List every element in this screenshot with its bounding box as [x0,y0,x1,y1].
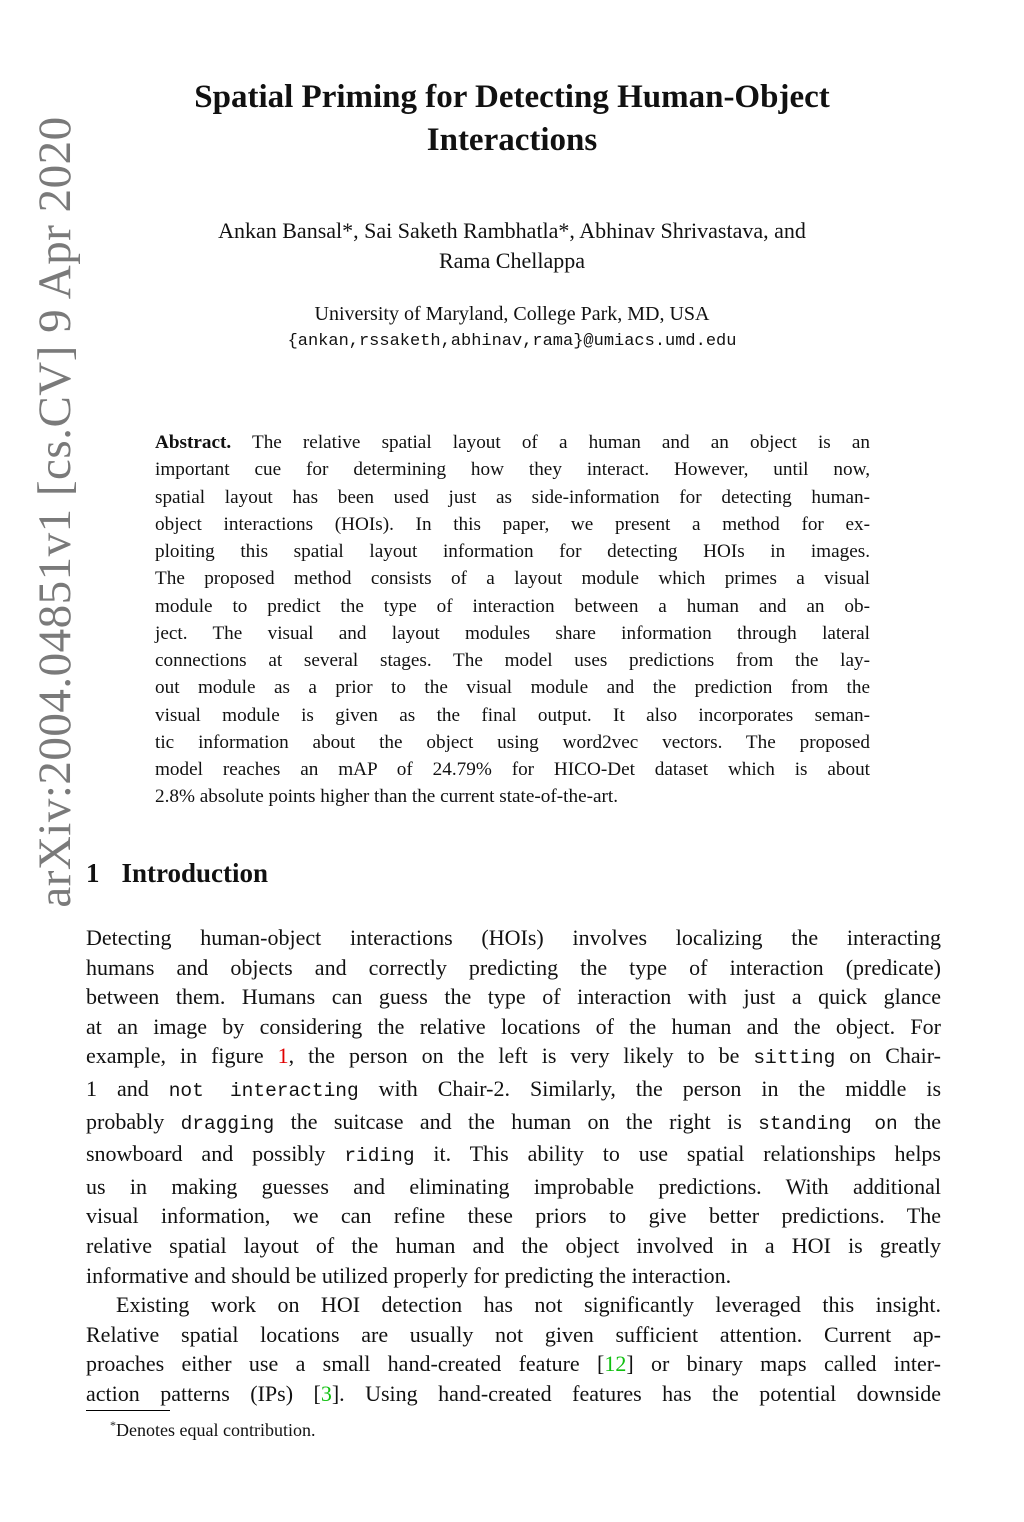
body-text: ] or binary maps called inter- [626,1351,942,1377]
body-text: between them. Humans can guess the type of interaction with just a quick glance [86,984,941,1010]
abstract-text: The proposed method consists of a layout module which primes a visual [155,568,870,590]
body-line [86,1012,941,1042]
abstract-line [155,647,870,674]
body-text: humans and objects and correctly predicting the type of interaction (predicate) [86,954,941,980]
abstract-line [155,565,870,592]
code-term: standing on [758,1112,898,1135]
body-text: us in making guesses and eliminating improbable predictions. With additional [86,1173,941,1199]
body-text: proaches either use a small hand-created feature [86,1351,597,1377]
citation-link[interactable]: 3 [320,1380,332,1406]
abstract-line [155,511,870,538]
body-line [86,1139,941,1172]
body-text: snowboard and possibly [86,1141,345,1167]
body-line [86,982,941,1012]
section-heading [86,858,268,889]
code-term: not interacting [168,1079,359,1102]
abstract-line [155,729,870,756]
abstract-line [155,429,870,456]
body-line [86,1107,941,1140]
body-text: at an image by considering the relative locations of the human and the object. For [86,1013,941,1039]
abstract-text: connections at several stages. The model uses predictions from the lay- [155,650,870,671]
body-line [86,1320,941,1350]
body-text: the suitcase and the human on the right is [274,1108,759,1134]
abstract-text: model reaches an mAP of 24.79% for HICO-Det dataset which is about [155,759,870,780]
abstract-text: The relative spatial layout of a human and an object is an [231,432,870,453]
title-line: Interactions [426,122,598,158]
abstract-line [155,484,870,511]
abstract-line [155,783,870,810]
body-text: visual information, we can refine these priors to give better predictions. The [86,1203,941,1229]
abstract-line [155,620,870,647]
section-number: 1 [86,858,100,888]
body-text: it. This ability to use spatial relationships helps [414,1141,941,1167]
abstract-text: 2.8% absolute points higher than the current state-of-the-art. [155,786,619,808]
code-term: dragging [180,1112,275,1135]
body-text: ]. Using hand-created features has the potential downside [331,1380,942,1406]
abstract-line [155,756,870,783]
body-line [86,1290,941,1320]
affiliation: University of Maryland, College Park, MD, USA [314,303,710,325]
abstract-text: visual module is given as the final output. It also incorporates seman- [155,704,870,726]
body-line [86,1041,941,1074]
abstract-line [155,674,870,701]
abstract-text: important cue for determining how they interact. However, until now, [155,459,870,481]
body-text: Relative spatial locations are usually not given sufficient attention. Current ap- [86,1321,941,1347]
body-text: informative and should be utilized properly for predicting the interaction. [86,1262,732,1288]
figure-ref-link[interactable]: 1 [277,1043,289,1069]
footnote-rule [86,1410,170,1411]
body-text: the [897,1108,942,1134]
affiliation-block [0,300,1024,356]
abstract-text: module to predict the type of interaction between a human and an ob- [155,595,870,617]
footnote [110,1418,315,1441]
body-line [86,1201,941,1231]
body-text: Detecting human-object interactions (HOIs) involves localizing the interacting [86,925,941,950]
authors-line: Rama Chellappa [438,248,585,273]
body-line [86,1172,941,1202]
body-text: , the person on the left is very likely to be [288,1043,754,1069]
citation-link[interactable]: 12 [604,1351,627,1377]
body-line [86,923,941,953]
authors-line: Ankan Bansal*, Sai Saketh Rambhatla*, Abhinav Shrivastava, and [218,218,806,243]
introduction-body [86,923,941,1409]
body-line [86,1074,941,1107]
body-line [86,1261,941,1291]
abstract-line [155,456,870,483]
body-text: Existing work on HOI detection has not significantly leveraged this insight. [116,1292,941,1318]
abstract-text: object interactions (HOIs). In this paper, we present a method for ex- [155,513,870,535]
body-text: action patterns (IPs) [ [86,1380,321,1406]
code-term: sitting [753,1047,836,1070]
abstract-label: Abstract. [155,432,232,453]
body-text: example, in figure [86,1043,278,1069]
body-text: probably [86,1108,181,1134]
abstract-text: tic information about the object using word2vec vectors. The proposed [155,731,870,753]
section-title: Introduction [121,858,269,888]
authors [0,216,1024,276]
abstract-line [155,702,870,729]
body-text: on Chair- [835,1043,942,1069]
footnote-mark: * [110,1418,116,1432]
abstract-text: out module as a prior to the visual module and the prediction from the [155,677,870,699]
body-line [86,1349,941,1379]
code-term: riding [344,1145,415,1168]
abstract-line [155,538,870,565]
email: {ankan,rssaketh,abhinav,rama}@umiacs.umd.edu [287,332,737,351]
body-line [86,1231,941,1261]
body-line [86,953,941,983]
paper-title [0,76,1024,162]
body-text: [ [597,1351,605,1377]
abstract-line [155,593,870,620]
abstract-text: ploiting this spatial layout information for detecting HOIs in images. [155,541,870,562]
body-text: with Chair-2. Similarly, the person in the middle is [358,1075,942,1101]
body-text: relative spatial layout of the human and the object involved in a HOI is greatly [86,1232,941,1258]
body-text: 1 and [86,1075,169,1101]
abstract [155,429,870,811]
body-line [86,1379,941,1409]
abstract-text: spatial layout has been used just as side-information for detecting human- [155,486,870,508]
arxiv-identifier: arXiv:2004.04851v1 [cs.CV] 9 Apr 2020 [29,116,81,908]
title-line: Spatial Priming for Detecting Human-Object [194,79,830,115]
abstract-text: ject. The visual and layout modules share information through lateral [155,622,870,644]
footnote-text: Denotes equal contribution. [116,1420,316,1440]
